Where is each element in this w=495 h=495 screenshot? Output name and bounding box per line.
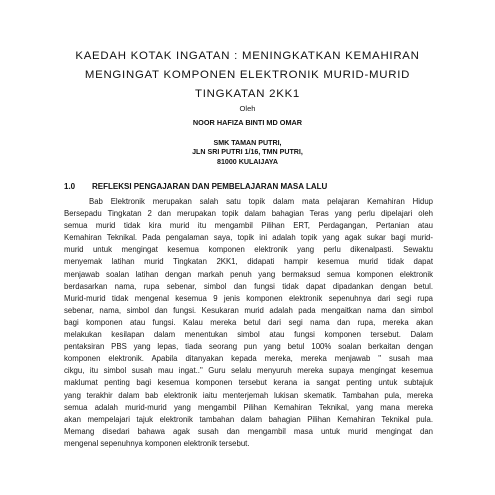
body-line: Kemahiran Teknikal. Pada pengalaman saya, topik ini adalah topik yang agak sukar bagi murid- xyxy=(64,233,433,243)
body-line: maklumat penting bagi kesemua komponen tersebut kerana ia sangat penting untuk subtajuk xyxy=(64,378,433,388)
body-line: menjawab soalan latihan dengan markah penuh yang bermaksud semua komponen elektronik xyxy=(64,269,433,279)
body-line: murid untuk mengingat kesemua komponen elektronik yang perlu dikenalpasti. Sewaktu xyxy=(64,245,433,255)
section-heading xyxy=(64,182,327,191)
title-line-1: KAEDAH KOTAK INGATAN : MENINGKATKAN KEMAHIRAN xyxy=(75,50,420,62)
body-line: menyemak latihan murid Tingkatan 2KK1, didapati hampir kesemua murid tidak dapat xyxy=(64,257,433,267)
body-line: yang terakhir dalam bab elektronik iaitu menterjemah lukisan skematik. Tambahan pula, mereka xyxy=(64,390,433,400)
body-line: akan mempelajari tajuk elektronik tambahan dalam bahagian Pilihan Kemahiran Teknikal pula. xyxy=(64,414,433,424)
body-paragraph xyxy=(64,196,433,450)
body-line: Murid-murid tidak mengenal kesemua 9 jenis komponen elektronik sepenuhnya dari segi rupa xyxy=(64,293,433,303)
body-line: Memang disedari bahawa agak susah dan mengambil masa untuk murid mengingat dan xyxy=(64,426,433,436)
body-line: semua murid tidak kira murid itu mengambil Pilihan ERT, Perdagangan, Pertanian atau xyxy=(64,221,433,231)
body-line: melakukan kesilapan dalam menentukan simbol atau fungsi komponen tersebut. Dalam xyxy=(64,330,433,340)
section-number: 1.0 xyxy=(64,182,76,191)
body-line: Bab Elektronik merupakan salah satu topik dalam mata pelajaran Kemahiran Hidup xyxy=(89,197,433,206)
title-line-2: MENGINGAT KOMPONEN ELEKTRONIK MURID-MURID xyxy=(84,69,411,81)
body-line: semua adalah murid-murid yang mengambil Pilihan Kemahiran Teknikal, yang mana mereka xyxy=(64,402,433,412)
body-line: komponen elektronik. Apabila ditanyakan kepada mereka, mereka menjawab " susah maa xyxy=(64,354,433,364)
title-line-3: TINGKATAN 2KK1 xyxy=(194,88,301,100)
body-line: cikgu, itu simbol susah mau ingat.." Guru selalu menyuruh mereka supaya mengingat kesemua xyxy=(64,366,433,376)
body-line: berdasarkan nama, rupa sebenar, simbol dan fungsi tidak dapat dipadankan dengan betul. xyxy=(64,281,433,291)
body-line: pentaksiran PBS yang lepas, tiada seorang pun yang betul 100% soalan berkaitan dengan xyxy=(64,342,433,352)
by-label: Oleh xyxy=(239,104,256,113)
address-line-1: SMK TAMAN PUTRI, xyxy=(213,139,282,147)
address-line-3: 81000 KULAIJAYA xyxy=(217,157,278,166)
address-line-2: JLN SRI PUTRI 1/16, TMN PUTRI, xyxy=(192,148,303,157)
body-line: mengenal sepenuhnya komponen elektronik tersebut. xyxy=(64,438,250,448)
body-line: Bersepadu Tingkatan 2 dan merupakan topik dalam bahagian Teras yang perlu dipelajari oleh xyxy=(64,209,433,219)
document-title xyxy=(40,47,455,104)
section-heading-text: REFLEKSI PENGAJARAN DAN PEMBELAJARAN MASA LALU xyxy=(92,182,328,191)
author-name: NOOR HAFIZA BINTI MD OMAR xyxy=(192,118,303,127)
body-line: sebenar, nama, simbol dan fungsi. Kesukaran murid adalah pada mengaitkan nama dan simbol xyxy=(64,305,433,315)
body-line: bagi komponen atau fungsi. Kalau mereka betul dari segi nama dan rupa, mereka akan xyxy=(64,317,433,327)
author-address xyxy=(0,139,495,167)
